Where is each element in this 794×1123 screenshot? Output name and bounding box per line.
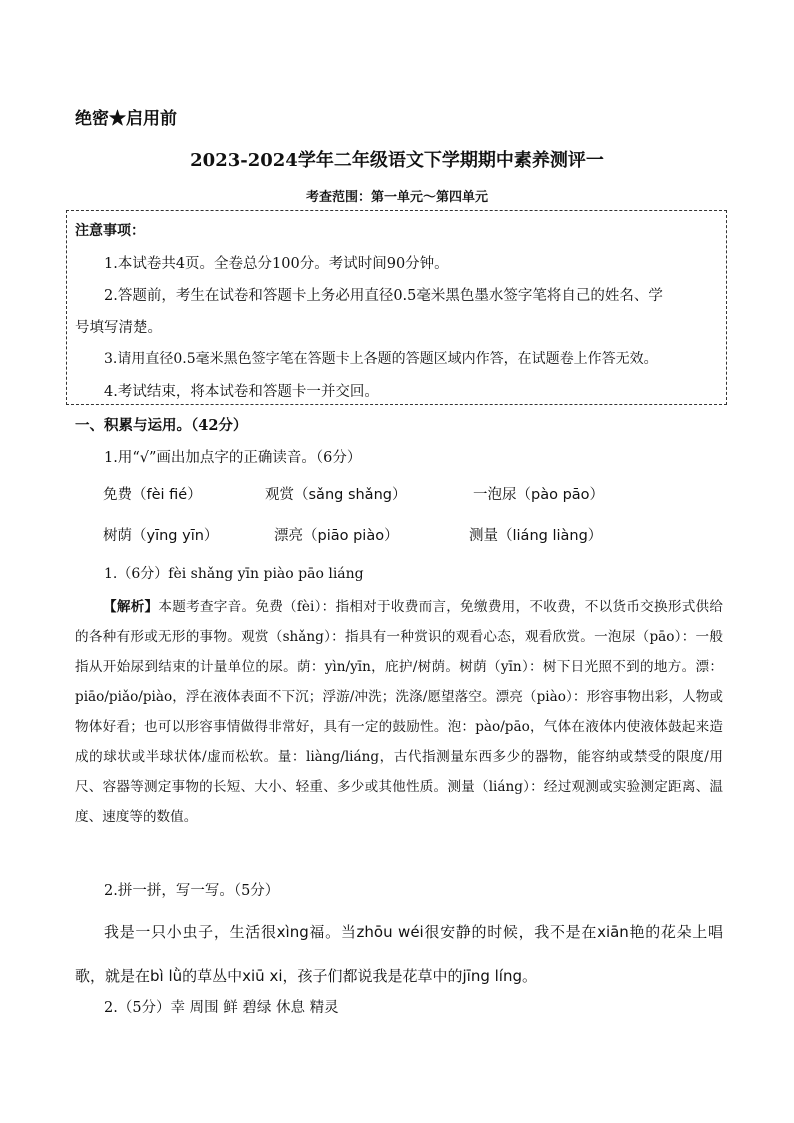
notice-box xyxy=(66,210,727,405)
analysis-tag: 【解析】 xyxy=(103,599,159,615)
notice-item-4: 4.考试结束，将本试卷和答题卡一并交回。 xyxy=(104,384,379,400)
word-option: 树荫（yīng yīn） xyxy=(103,528,219,544)
question-2-prompt: 2.拼一拼，写一写。（5分） xyxy=(104,883,280,899)
word-option: 免费（fèi fié） xyxy=(103,487,202,503)
word-option: 漂亮（piāo piào） xyxy=(274,528,399,544)
question-1-answer: 1.（6分）fèi shǎng yīn piào pāo liáng xyxy=(104,566,364,582)
confidential-label: 绝密★启用前 xyxy=(75,109,177,129)
notice-item-2-continued: 号填写清楚。 xyxy=(75,320,162,336)
notice-item-2: 2.答题前，考生在试卷和答题卡上务必用直径0.5毫米黑色墨水签字笔将自己的姓名、学 xyxy=(104,288,663,304)
exam-scope: 考查范围：第一单元～第四单元 xyxy=(305,190,488,205)
question-2-answer: 2.（5分）幸 周围 鲜 碧绿 休息 精灵 xyxy=(104,1000,339,1016)
notice-item-3: 3.请用直径0.5毫米黑色签字笔在答题卡上各题的答题区域内作答，在试题卷上作答无效。 xyxy=(104,351,658,367)
section-heading: 一、积累与运用。（42分） xyxy=(75,417,248,434)
question-1-analysis xyxy=(75,592,723,832)
notice-item-1: 1.本试卷共4页。全卷总分100分。考试时间90分钟。 xyxy=(104,256,449,272)
word-option: 一泡尿（pào pāo） xyxy=(473,487,605,503)
exam-title: 2023-2024学年二年级语文下学期期中素养测评一 xyxy=(190,150,604,171)
notice-title: 注意事项： xyxy=(75,223,145,239)
word-option: 观赏（sǎng shǎng） xyxy=(265,487,407,503)
question-1-prompt: 1.用“√”画出加点字的正确读音。（6分） xyxy=(104,450,362,466)
word-option: 测量（liáng liàng） xyxy=(469,528,603,544)
question-2-passage: 我是一只小虫子，生活很xìng福。当zhōu wéi很安静的时候，我不是在xiān艳的花朵上唱歌，就是在bì lǜ的草丛中xiū xi，孩子们都说我是花草中的jīng líng。 xyxy=(75,923,723,985)
analysis-text: 本题考查字音。免费（fèi）：指相对于收费而言，免缴费用，不收费，不以货币交换形式供给的各种有形或无形的事物。观赏（shǎng）：指具有一种赏识的观看心态，观看欣赏。一泡尿（pāo）：一般指从开始尿到结束的计量单位的尿。荫：yìn/yīn，庇护/树荫。树荫（yīn）：树下日光照不到的地方。漂：piāo/piǎo/piào，浮在液体表面不下沉；浮游/冲洗；洗涤/愿望落空。漂亮（piào）：形容事物出彩，人物或物体好看；也可以形容事情做得非常好，具有一定的鼓励性。泡：pào/pāo，气体在液体内使液体鼓起来造成的球状或半球状体/虚而松软。量：liàng/liáng，古代指测量东西多少的器物，能容纳或禁受的限度/用尺、容器等测定事物的长短、大小、轻重、多少或其他性质。测量（liáng）：经过观测或实验测定距离、温度、速度等的数值。 xyxy=(75,599,724,825)
